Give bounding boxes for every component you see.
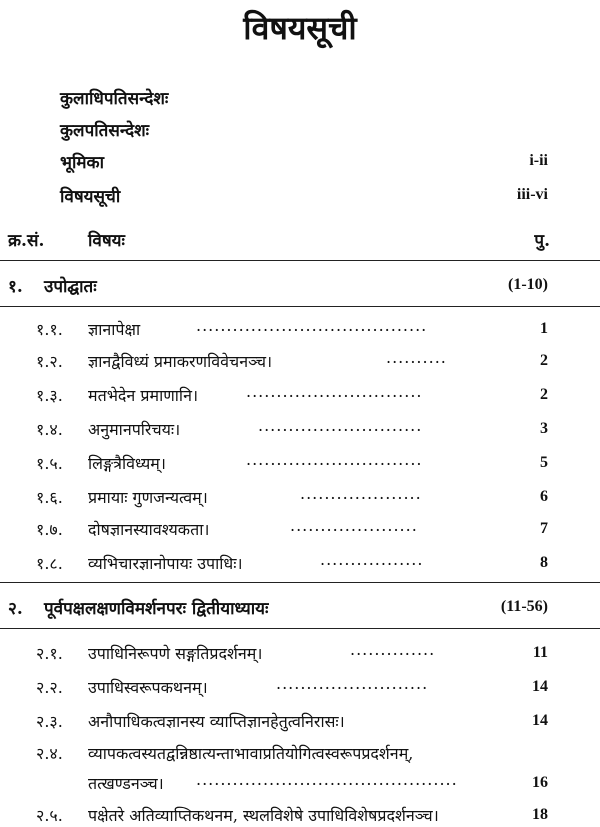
leader-dots: ..................... (290, 516, 418, 535)
front-matter-page: iii-vi (516, 186, 548, 203)
item-text: उपाधिनिरूपणे सङ्गतिप्रदर्शनम्। (88, 644, 263, 663)
header-no: क्र.सं. (8, 231, 45, 251)
item-text: उपाधिस्वरूपकथनम्। (88, 678, 208, 697)
front-matter-item: कुलपतिसन्देशः (60, 121, 150, 141)
item-page: 3 (540, 420, 548, 437)
item-text: अनौपाधिकत्वज्ञानस्य व्याप्तिज्ञानहेतुत्वनिरासः। (88, 712, 345, 731)
item-page: 6 (540, 488, 548, 505)
leader-dots: ......................... (276, 674, 429, 693)
header-subject: विषयः (88, 231, 125, 251)
item-number: २.२. (36, 678, 63, 697)
chapter-title: पूर्वपक्षलक्षणविमर्शनपरः द्वितीयाध्यायः (44, 599, 269, 619)
item-number: १.७. (36, 520, 63, 539)
header-page: पु. (534, 231, 550, 251)
divider (0, 306, 600, 307)
item-number: २.३. (36, 712, 63, 731)
leader-dots: ...................................... (196, 316, 428, 335)
item-number: २.५. (36, 806, 63, 825)
chapter-range: (11-56) (500, 598, 548, 615)
chapter-title: उपोद्घातः (44, 277, 97, 297)
item-page: 11 (532, 644, 548, 661)
page-title: विषयसूची (243, 9, 357, 47)
item-number: १.३. (36, 386, 63, 405)
item-page: 14 (532, 678, 548, 695)
item-number: १.२. (36, 352, 63, 371)
item-text: अनुमानपरिचयः। (88, 420, 181, 439)
item-page: 5 (540, 454, 548, 471)
item-page: 1 (540, 320, 548, 337)
leader-dots: ........................... (258, 416, 423, 435)
front-matter-item: भूमिका (60, 153, 104, 173)
item-text: लिङ्गत्रैविध्यम्। (88, 454, 166, 473)
leader-dots: ................. (320, 550, 424, 569)
item-text: व्यभिचारज्ञानोपायः उपाधिः। (88, 554, 243, 573)
item-page: 2 (540, 386, 548, 403)
item-number: १.६. (36, 488, 63, 507)
item-number: २.४. (36, 744, 63, 763)
item-page: 2 (540, 352, 548, 369)
leader-dots: ........................................... (196, 770, 458, 789)
item-page: 18 (532, 806, 548, 823)
item-page: 14 (532, 712, 548, 729)
leader-dots: .......... (386, 348, 447, 367)
item-number: १.८. (36, 554, 63, 573)
front-matter-page: i-ii (529, 152, 548, 169)
item-text: ज्ञानद्वैविध्यं प्रमाकरणविवेचनञ्च। (88, 352, 273, 371)
item-number: २.१. (36, 644, 63, 663)
chapter-range: (1-10) (508, 276, 548, 293)
item-page: 8 (540, 554, 548, 571)
item-text-continued: तत्खण्डनञ्च। (88, 774, 164, 793)
chapter-number: २. (8, 599, 23, 619)
item-page: 16 (532, 774, 548, 791)
item-number: १.५. (36, 454, 63, 473)
divider (0, 582, 600, 583)
item-number: १.१. (36, 320, 63, 339)
leader-dots: .................... (300, 484, 422, 503)
chapter-number: १. (8, 277, 23, 297)
leader-dots: ............................. (246, 450, 423, 469)
divider (0, 628, 600, 629)
item-page: 7 (540, 520, 548, 537)
item-text: मतभेदेन प्रमाणानि। (88, 386, 199, 405)
leader-dots: .............. (350, 640, 436, 659)
front-matter-item: विषयसूची (60, 187, 121, 207)
front-matter-item: कुलाधिपतिसन्देशः (60, 89, 169, 109)
divider (0, 260, 600, 261)
leader-dots: ............................. (246, 382, 423, 401)
item-text: प्रमायाः गुणजन्यत्वम्। (88, 488, 208, 507)
item-text: पक्षेतरे अतिव्याप्तिकथनम, स्थलविशेषे उपाधिविशेषप्रदर्शनञ्च। (88, 806, 439, 825)
item-text: व्यापकत्वस्यतद्वन्निष्ठात्यन्ताभावाप्रतियोगित्वस्वरूपप्रदर्शनम्, (88, 744, 414, 763)
item-text: ज्ञानापेक्षा (88, 320, 141, 339)
item-number: १.४. (36, 420, 63, 439)
item-text: दोषज्ञानस्यावश्यकता। (88, 520, 210, 539)
